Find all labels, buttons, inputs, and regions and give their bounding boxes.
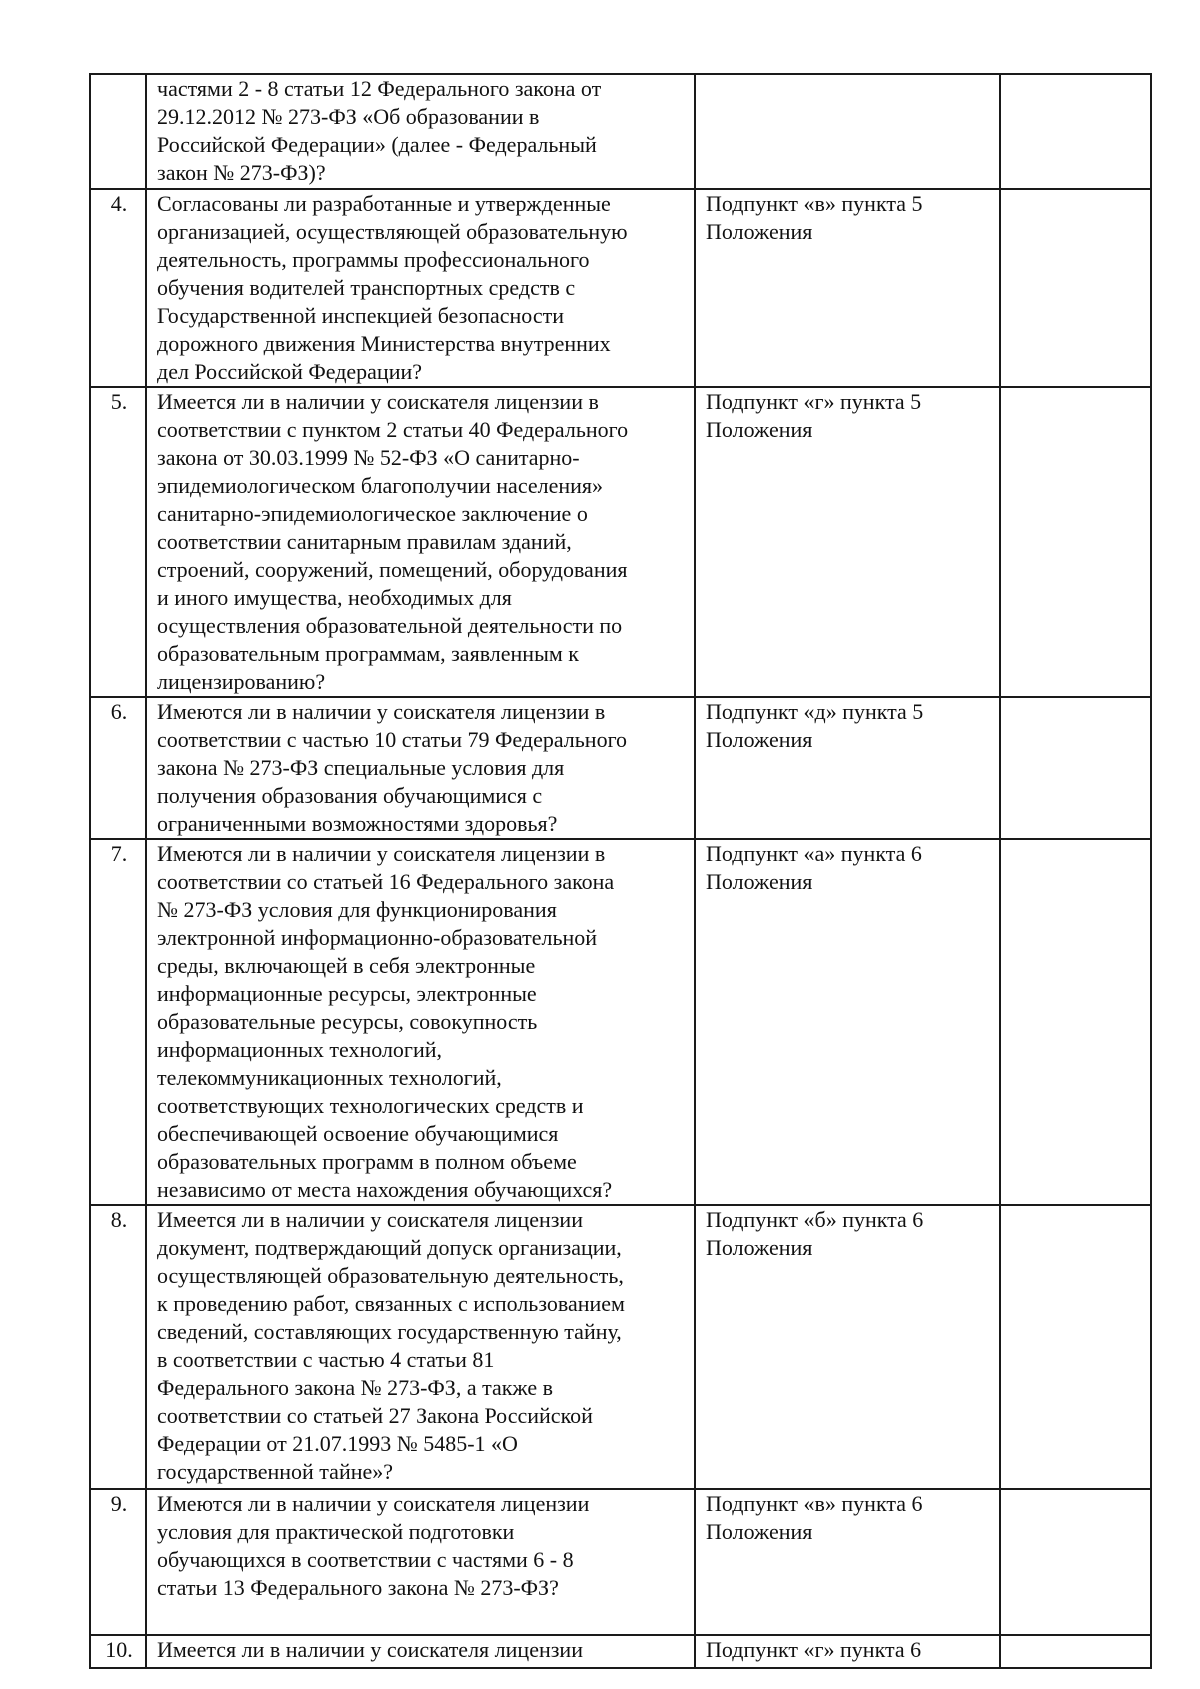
- row-number: 10.: [90, 1635, 146, 1668]
- mark-cell: [1000, 839, 1151, 1205]
- row-number: 7.: [90, 839, 146, 1205]
- table-row: [90, 387, 1151, 697]
- reference-text: Подпункт «г» пункта 5 Положения: [695, 387, 1000, 697]
- table-row: [90, 74, 1151, 189]
- row-number: 9.: [90, 1489, 146, 1635]
- mark-cell: [1000, 1489, 1151, 1635]
- mark-cell: [1000, 387, 1151, 697]
- mark-cell: [1000, 697, 1151, 839]
- row-number: 8.: [90, 1205, 146, 1489]
- mark-cell: [1000, 189, 1151, 387]
- question-text: Имеется ли в наличии у соискателя лицензии документ, подтверждающий допуск организации, осуществляющей образовательную деятельность, к проведению работ, связанных с использованием сведений, составляющих государственную тайну, в соответствии с частью 4 статьи 81 Федерального закона № 273-ФЗ, а также в соответствии со статьей 27 Закона Российской Федерации от 21.07.1993 № 5485-1 «О государственной тайне»?: [146, 1205, 695, 1489]
- question-text: Имеются ли в наличии у соискателя лицензии в соответствии с частью 10 статьи 79 Федерального закона № 273-ФЗ специальные условия для получения образования обучающимися с ограниченными возможностями здоровья?: [146, 697, 695, 839]
- table-row: [90, 839, 1151, 1205]
- reference-text: Подпункт «д» пункта 5 Положения: [695, 697, 1000, 839]
- mark-cell: [1000, 1205, 1151, 1489]
- reference-text: Подпункт «г» пункта 6: [695, 1635, 1000, 1668]
- question-text: Имеется ли в наличии у соискателя лицензии в соответствии с пунктом 2 статьи 40 Федерального закона от 30.03.1999 № 52-ФЗ «О санитарно- эпидемиологическом благополучии населения» санитарно-эпидемиологическое заключение о соответствии санитарным правилам зданий, строений, сооружений, помещений, оборудования и иного имущества, необходимых для осуществления образовательной деятельности по образовательным программам, заявленным к лицензированию?: [146, 387, 695, 697]
- question-text: Имеется ли в наличии у соискателя лицензии: [146, 1635, 695, 1668]
- mark-cell: [1000, 1635, 1151, 1668]
- checklist-table: [89, 73, 1152, 1669]
- row-number: 4.: [90, 189, 146, 387]
- reference-text: Подпункт «в» пункта 6 Положения: [695, 1489, 1000, 1635]
- table-row: [90, 1205, 1151, 1489]
- question-text: Имеются ли в наличии у соискателя лицензии условия для практической подготовки обучающихся в соответствии с частями 6 - 8 статьи 13 Федерального закона № 273-ФЗ?: [146, 1489, 695, 1635]
- table-row: [90, 1489, 1151, 1635]
- reference-text: Подпункт «в» пункта 5 Положения: [695, 189, 1000, 387]
- question-text: Имеются ли в наличии у соискателя лицензии в соответствии со статьей 16 Федерального закона № 273-ФЗ условия для функционирования электронной информационно-образовательной среды, включающей в себя электронные информационные ресурсы, электронные образовательные ресурсы, совокупность информационных технологий, телекоммуникационных технологий, соответствующих технологических средств и обеспечивающей освоение обучающимися образовательных программ в полном объеме независимо от места нахождения обучающихся?: [146, 839, 695, 1205]
- row-number: 5.: [90, 387, 146, 697]
- reference-text: Подпункт «б» пункта 6 Положения: [695, 1205, 1000, 1489]
- table-row: [90, 189, 1151, 387]
- row-number: 6.: [90, 697, 146, 839]
- question-text: частями 2 - 8 статьи 12 Федерального закона от 29.12.2012 № 273-ФЗ «Об образовании в Российской Федерации» (далее - Федеральный закон № 273-ФЗ)?: [146, 74, 695, 189]
- reference-text: [695, 74, 1000, 189]
- table-row: [90, 1635, 1151, 1668]
- row-number: [90, 74, 146, 189]
- reference-text: Подпункт «а» пункта 6 Положения: [695, 839, 1000, 1205]
- question-text: Согласованы ли разработанные и утвержденные организацией, осуществляющей образовательную деятельность, программы профессионального обучения водителей транспортных средств с Государственной инспекцией безопасности дорожного движения Министерства внутренних дел Российской Федерации?: [146, 189, 695, 387]
- mark-cell: [1000, 74, 1151, 189]
- table-row: [90, 697, 1151, 839]
